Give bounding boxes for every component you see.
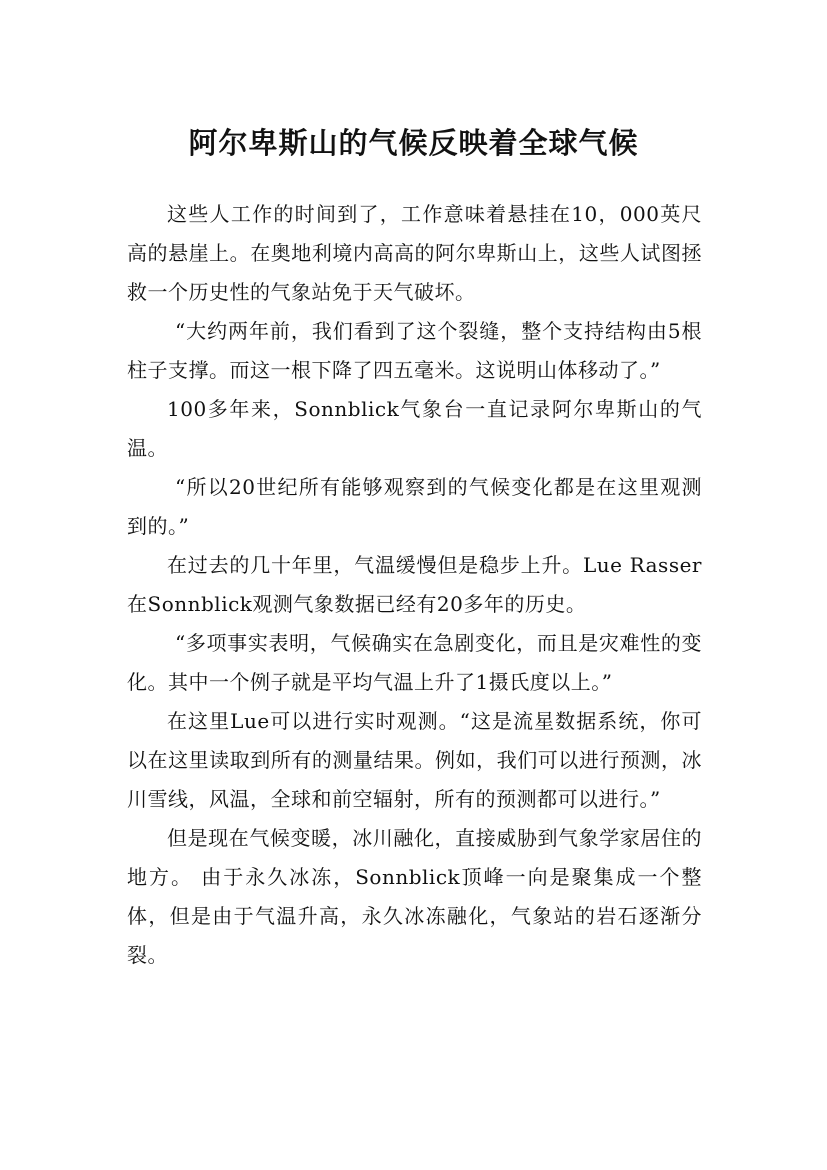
- paragraph: “大约两年前，我们看到了这个裂缝，整个支持结构由5根柱子支撑。而这一根下降了四五毫米。这说明山体移动了。”: [127, 319, 702, 382]
- paragraph: “所以20世纪所有能够观察到的气候变化都是在这里观测到的。”: [127, 475, 702, 538]
- page-title: 阿尔卑斯山的气候反映着全球气候: [188, 126, 639, 161]
- paragraph: 在过去的几十年里，气温缓慢但是稳步上升。Lue Rasser在Sonnblick观测气象数据已经有20多年的历史。: [127, 553, 702, 616]
- paragraph: 但是现在气候变暖，冰川融化，直接威胁到气象学家居住的地方。 由于永久冰冻，Sonnblick顶峰一向是聚集成一个整体，但是由于气温升高，永久冰冻融化，气象站的岩石逐渐分裂。: [127, 826, 702, 967]
- paragraph: 100多年来，Sonnblick气象台一直记录阿尔卑斯山的气温。: [127, 397, 702, 460]
- paragraph: 这些人工作的时间到了，工作意味着悬挂在10，000英尺高的悬崖上。在奥地利境内高高的阿尔卑斯山上，这些人试图拯救一个历史性的气象站免于天气破坏。: [127, 202, 702, 304]
- paragraph: 在这里Lue可以进行实时观测。“这是流星数据系统，你可以在这里读取到所有的测量结果。例如，我们可以进行预测，冰川雪线，风温，全球和前空辐射，所有的预测都可以进行。”: [127, 709, 702, 811]
- paragraph: “多项事实表明，气候确实在急剧变化，而且是灾难性的变化。其中一个例子就是平均气温上升了1摄氏度以上。”: [127, 631, 702, 694]
- article-body: [127, 195, 702, 975]
